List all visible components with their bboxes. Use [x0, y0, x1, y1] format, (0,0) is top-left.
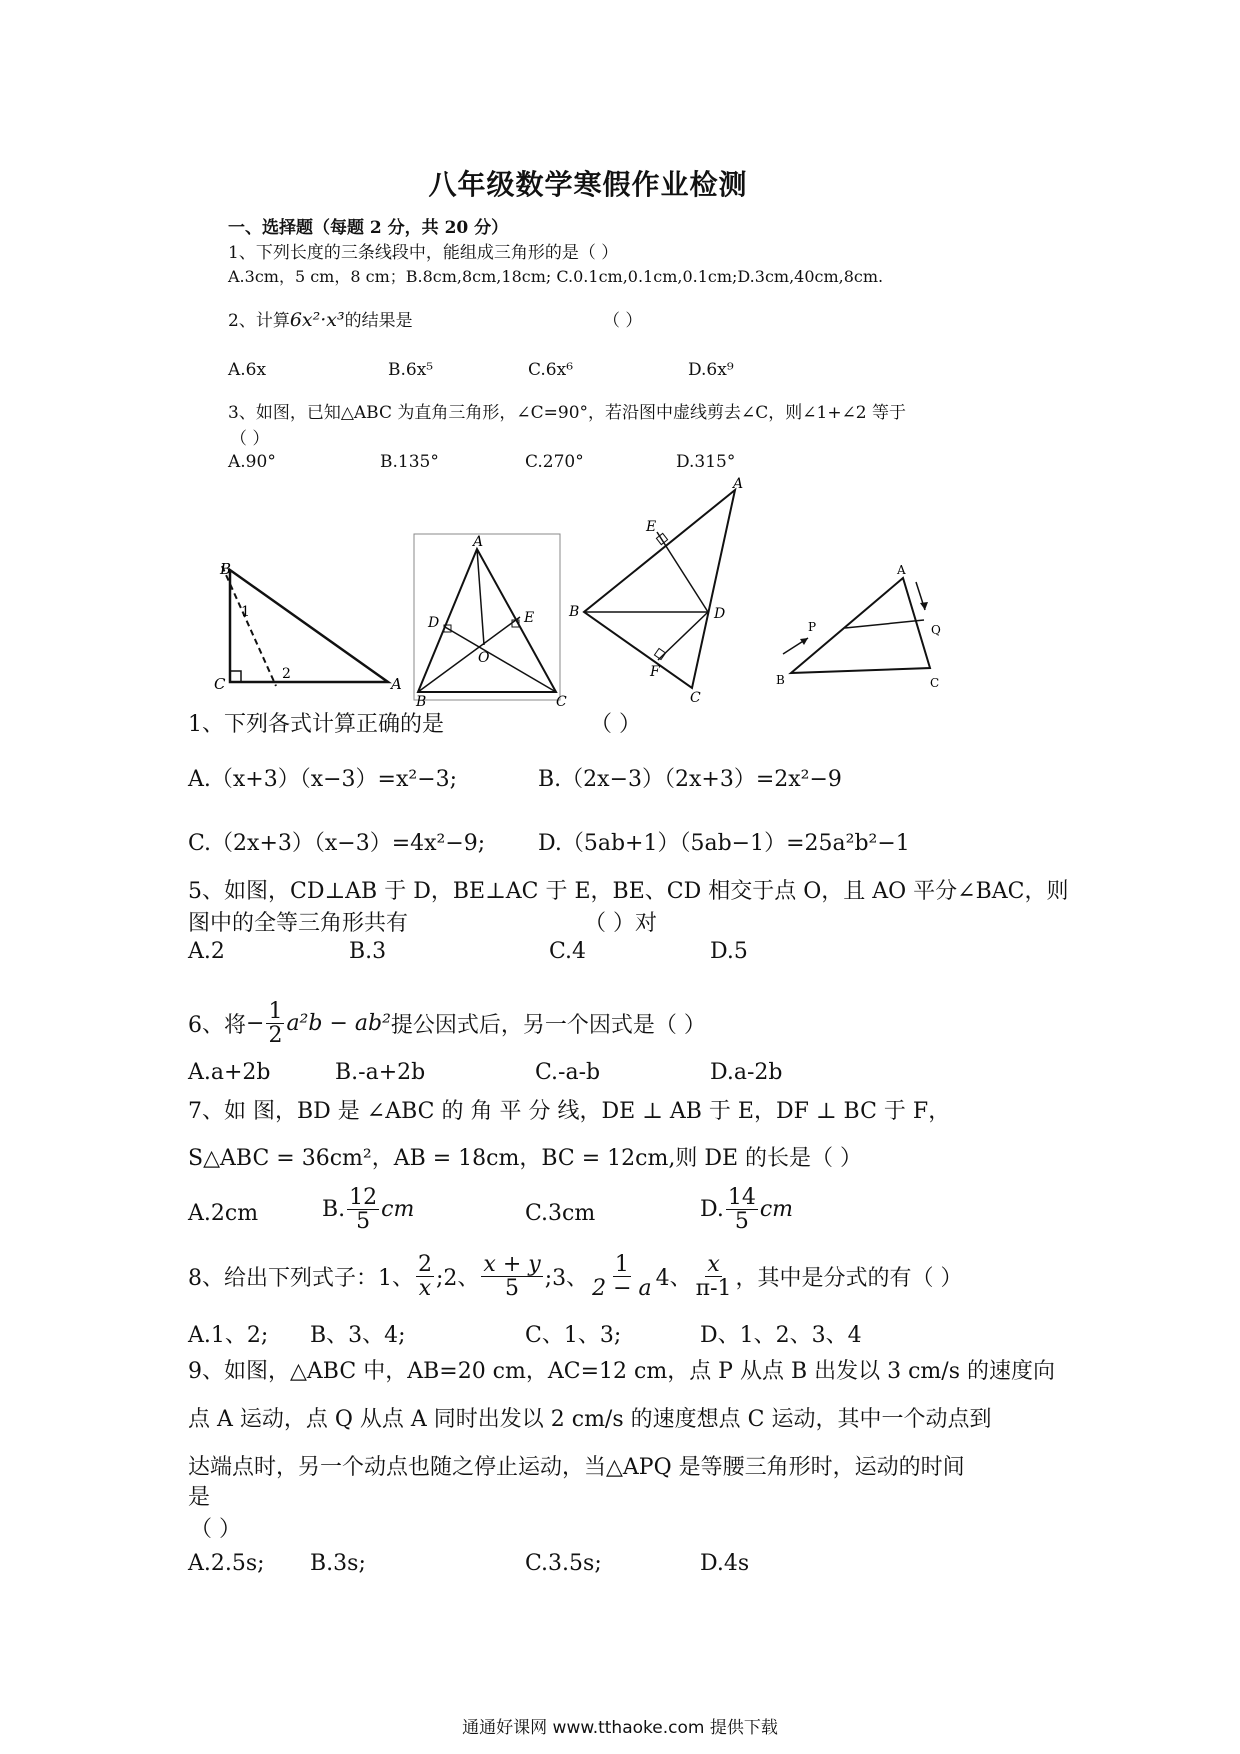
footer-credit: 通通好课网 www.tthaoke.com 提供下载: [462, 1718, 778, 1738]
question-3-option-a: A.90°: [228, 452, 276, 472]
question-3-stem: 3、如图，已知△ABC 为直角三角形，∠C=90°，若沿图中虚线剪去∠C，则∠1+∠2 等于: [228, 403, 907, 423]
fig3-label-d: D: [714, 606, 726, 622]
question-2-option-b: B.6x⁵: [388, 360, 434, 380]
question-8-option-c: C、1、3;: [525, 1323, 622, 1348]
question-9-paren: （ ）: [190, 1517, 241, 1542]
figure-4-moving-points: [776, 563, 941, 690]
fig2-label-d: D: [428, 615, 440, 631]
section-heading: 一、选择题（每题 2 分，共 20 分）: [228, 218, 509, 238]
question-5-line-2: 图中的全等三角形共有: [188, 911, 409, 936]
question-5-paren: （ ）对: [584, 911, 657, 936]
question-5-option-b: B.3: [349, 939, 387, 964]
question-6-option-b: B.-a+2b: [335, 1060, 426, 1085]
fig4-label-b: B: [776, 673, 785, 687]
question-9-line-1: 9、如图，△ABC 中，AB=20 cm，AC=12 cm，点 P 从点 B 出发以 3 cm/s 的速度向: [188, 1359, 1055, 1384]
question-8-option-b: B、3、4;: [310, 1323, 406, 1348]
fig3-label-c: C: [690, 690, 701, 706]
fig1-label-a: A: [391, 675, 402, 693]
question-1-stem: 1、下列长度的三条线段中，能组成三角形的是（ ）: [228, 243, 619, 263]
question-2-option-d: D.6x⁹: [688, 360, 734, 380]
fig2-label-b: B: [416, 694, 427, 710]
fig1-angle-2: 2: [282, 666, 291, 682]
question-8-option-a: A.1、2;: [188, 1323, 269, 1348]
fig4-label-p: P: [808, 620, 817, 634]
question-5-line-1: 5、如图，CD⊥AB 于 D，BE⊥AC 于 E，BE、CD 相交于点 O，且 AO 平分∠BAC，则: [188, 879, 1069, 904]
question-7-option-a: A.2cm: [188, 1201, 259, 1226]
figure-1-right-triangle: [214, 560, 402, 693]
question-4-paren: （ ）: [590, 712, 641, 737]
question-7-option-d: D. $\frac{14}{5}$ cm: [700, 1185, 794, 1235]
question-1-options: A.3cm，5 cm，8 cm；B.8cm,8cm,18cm; C.0.1cm,0.1cm,0.1cm;D.3cm,40cm,8cm.: [228, 267, 884, 286]
question-5-option-d: D.5: [710, 939, 748, 964]
question-7-line-2: S△ABC = 36cm²，AB = 18cm，BC = 12cm,则 DE 的长是（ ）: [188, 1146, 863, 1171]
figure-3-angle-bisector: [568, 476, 743, 706]
question-9-line-3: 达端点时，另一个动点也随之停止运动，当△APQ 是等腰三角形时，运动的时间: [188, 1455, 965, 1480]
question-3-option-b: B.135°: [380, 452, 439, 472]
fig1-angle-1: 1: [241, 604, 250, 620]
question-4-stem: 1、下列各式计算正确的是: [188, 712, 444, 737]
question-9-line-4: 是: [188, 1485, 211, 1510]
figures-row: [0, 470, 1240, 710]
question-9-option-d: D.4s: [700, 1551, 750, 1576]
question-2-option-a: A.6x: [228, 360, 267, 380]
question-6-stem: 6、将 − $\frac{1}{2}$ a²b − ab² 提公因式后，另一个因式是（ ）: [188, 999, 706, 1049]
question-9-option-c: C.3.5s;: [525, 1551, 602, 1576]
question-6-option-c: C.-a-b: [535, 1060, 601, 1085]
page-title: 八年级数学寒假作业检测: [428, 168, 748, 201]
question-9-option-a: A.2.5s;: [188, 1551, 265, 1576]
fig2-label-o: O: [478, 650, 490, 666]
question-3-paren: （ ）: [230, 429, 270, 449]
question-9-option-b: B.3s;: [310, 1551, 366, 1576]
question-2-paren: （ ）: [603, 311, 643, 331]
question-2-stem: 2、计算6x²·x³的结果是: [228, 309, 413, 331]
question-4-option-c: C.（2x+3）（x−3）=4x²−9;: [188, 831, 486, 856]
fig2-label-a: A: [473, 534, 484, 550]
question-2-option-c: C.6x⁶: [528, 360, 574, 380]
fig3-label-f: F: [650, 664, 660, 680]
question-7-option-c: C.3cm: [525, 1201, 596, 1226]
question-4-option-a: A.（x+3）（x−3）=x²−3;: [188, 767, 458, 792]
fig3-label-b: B: [569, 604, 580, 620]
question-9-line-2: 点 A 运动，点 Q 从点 A 同时出发以 2 cm/s 的速度想点 C 运动，其中一个动点到: [188, 1407, 992, 1432]
question-5-option-c: C.4: [549, 939, 587, 964]
figure-2-triangle-altitudes: [414, 534, 567, 710]
fig4-label-a: A: [897, 563, 906, 577]
fig3-label-a: A: [733, 476, 744, 492]
question-6-option-d: D.a-2b: [710, 1060, 783, 1085]
fig1-label-c: C: [214, 675, 226, 693]
question-8-stem: 8、给出下列式子：1、 $\frac{2}{x}$ ;2、 $\frac{x + y}{5}$ ;3、 $\frac{1}{2 - a}$ 4、 $\frac{x}{\pi-1}$ ，其中是分式的有（ ）: [188, 1252, 963, 1302]
question-7-option-b: B. $\frac{12}{5}$ cm: [322, 1185, 415, 1235]
question-3-option-c: C.270°: [525, 452, 584, 472]
question-3-option-d: D.315°: [676, 452, 736, 472]
fig1-label-b: B: [220, 560, 232, 578]
fig4-label-c: C: [930, 676, 940, 690]
question-4-option-b: B.（2x−3）（2x+3）=2x²−9: [538, 767, 842, 792]
question-4-option-d: D.（5ab+1）（5ab−1）=25a²b²−1: [538, 831, 910, 856]
question-7-line-1: 7、如 图，BD 是 ∠ABC 的 角 平 分 线，DE ⊥ AB 于 E，DF ⊥ BC 于 F，: [188, 1099, 951, 1124]
question-5-option-a: A.2: [188, 939, 225, 964]
question-6-option-a: A.a+2b: [188, 1060, 271, 1085]
fig4-label-q: Q: [931, 623, 941, 637]
question-8-option-d: D、1、2、3、4: [700, 1323, 862, 1348]
fig3-label-e: E: [646, 519, 657, 535]
fig2-label-e: E: [524, 610, 535, 626]
fig2-label-c: C: [556, 694, 567, 710]
